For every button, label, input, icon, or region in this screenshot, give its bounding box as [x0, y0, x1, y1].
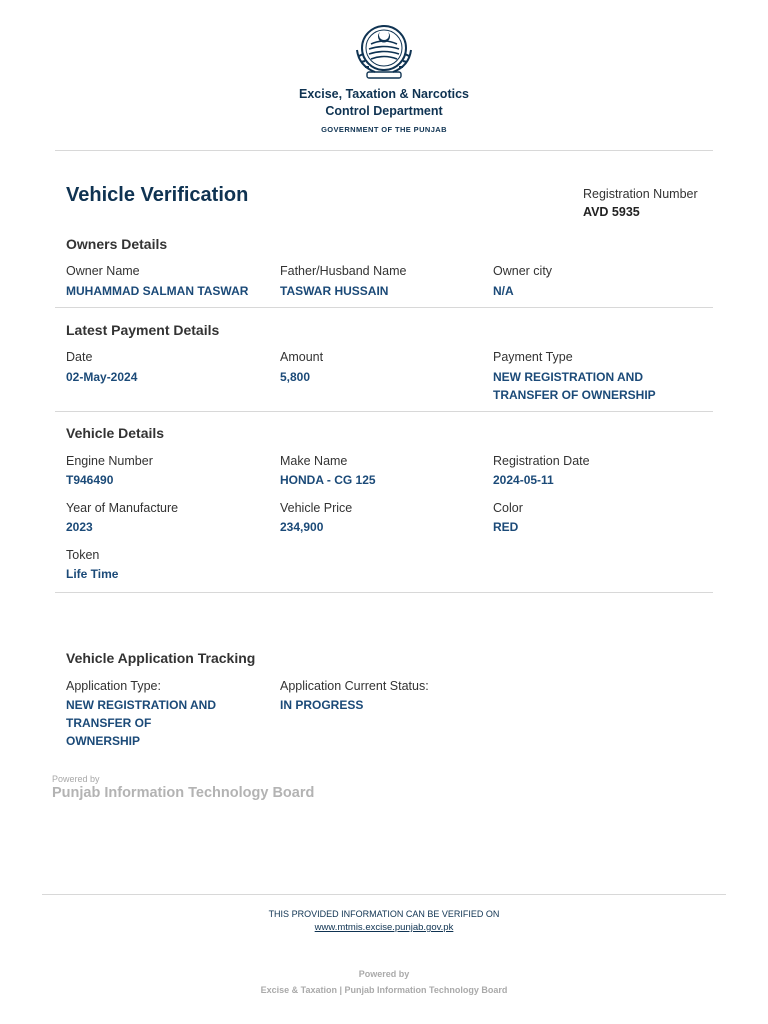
divider: [55, 592, 713, 593]
department-line-1: Excise, Taxation & Narcotics: [299, 87, 469, 101]
make-name-value: HONDA - CG 125: [280, 473, 376, 487]
page-title: Vehicle Verification: [66, 184, 249, 206]
payment-type-line-1: NEW REGISTRATION AND: [493, 370, 643, 384]
government-name: GOVERNMENT OF THE PUNJAB: [321, 125, 447, 134]
color-value: RED: [493, 520, 519, 534]
application-tracking-title: Vehicle Application Tracking: [66, 650, 256, 666]
owners-details-title: Owners Details: [66, 236, 168, 252]
payment-type-value: [493, 368, 656, 404]
verify-link-row: [0, 922, 768, 933]
divider: [55, 307, 713, 308]
token-label: Token: [66, 548, 100, 562]
application-status-value: IN PROGRESS: [280, 698, 364, 712]
year-of-manufacture-label: Year of Manufacture: [66, 501, 179, 515]
application-type-value: [66, 696, 226, 750]
verify-link[interactable]: www.mtmis.excise.punjab.gov.pk: [314, 922, 454, 933]
father-name-value: TASWAR HUSSAIN: [280, 284, 389, 298]
owner-city-value: N/A: [493, 284, 514, 298]
application-status-label: Application Current Status:: [280, 679, 429, 693]
application-type-line-2: TRANSFER OF OWNERSHIP: [66, 716, 152, 748]
footer-divider: [42, 894, 726, 895]
make-name-label: Make Name: [280, 454, 348, 468]
payment-type-line-2: TRANSFER OF OWNERSHIP: [493, 388, 656, 402]
application-type-label: Application Type:: [66, 679, 161, 693]
registration-date-value: 2024-05-11: [493, 473, 554, 487]
payment-amount-label: Amount: [280, 350, 324, 364]
vehicle-price-label: Vehicle Price: [280, 501, 353, 515]
punjab-emblem-icon: [349, 20, 419, 82]
registration-number-label: Registration Number: [583, 187, 698, 201]
divider: [55, 150, 713, 151]
year-of-manufacture-value: 2023: [66, 520, 93, 534]
engine-number-label: Engine Number: [66, 454, 153, 468]
father-name-label: Father/Husband Name: [280, 264, 407, 278]
owner-name-value: MUHAMMAD SALMAN TASWAR: [66, 284, 249, 298]
department-name: [0, 86, 768, 120]
payment-type-label: Payment Type: [493, 350, 573, 364]
powered-by-pitb: Punjab Information Technology Board: [52, 785, 315, 801]
registration-date-label: Registration Date: [493, 454, 590, 468]
registration-number-value: AVD 5935: [583, 205, 640, 219]
verify-notice: THIS PROVIDED INFORMATION CAN BE VERIFIED ON: [268, 909, 500, 919]
department-line-2: Control Department: [325, 104, 443, 118]
powered-by-label: Powered by: [52, 774, 100, 784]
payment-date-value: 02-May-2024: [66, 370, 138, 384]
vehicle-price-value: 234,900: [280, 520, 324, 534]
token-value: Life Time: [66, 567, 119, 581]
application-type-line-1: NEW REGISTRATION AND: [66, 698, 216, 712]
owner-city-label: Owner city: [493, 264, 553, 278]
footer-powered-by: Powered by: [358, 969, 410, 979]
divider: [55, 411, 713, 412]
owner-name-label: Owner Name: [66, 264, 140, 278]
engine-number-value: T946490: [66, 473, 114, 487]
color-label: Color: [493, 501, 523, 515]
payment-details-title: Latest Payment Details: [66, 322, 220, 338]
payment-amount-value: 5,800: [280, 370, 311, 384]
payment-date-label: Date: [66, 350, 93, 364]
footer-boards: Excise & Taxation | Punjab Information Technology Board: [260, 985, 508, 995]
vehicle-details-title: Vehicle Details: [66, 425, 165, 441]
